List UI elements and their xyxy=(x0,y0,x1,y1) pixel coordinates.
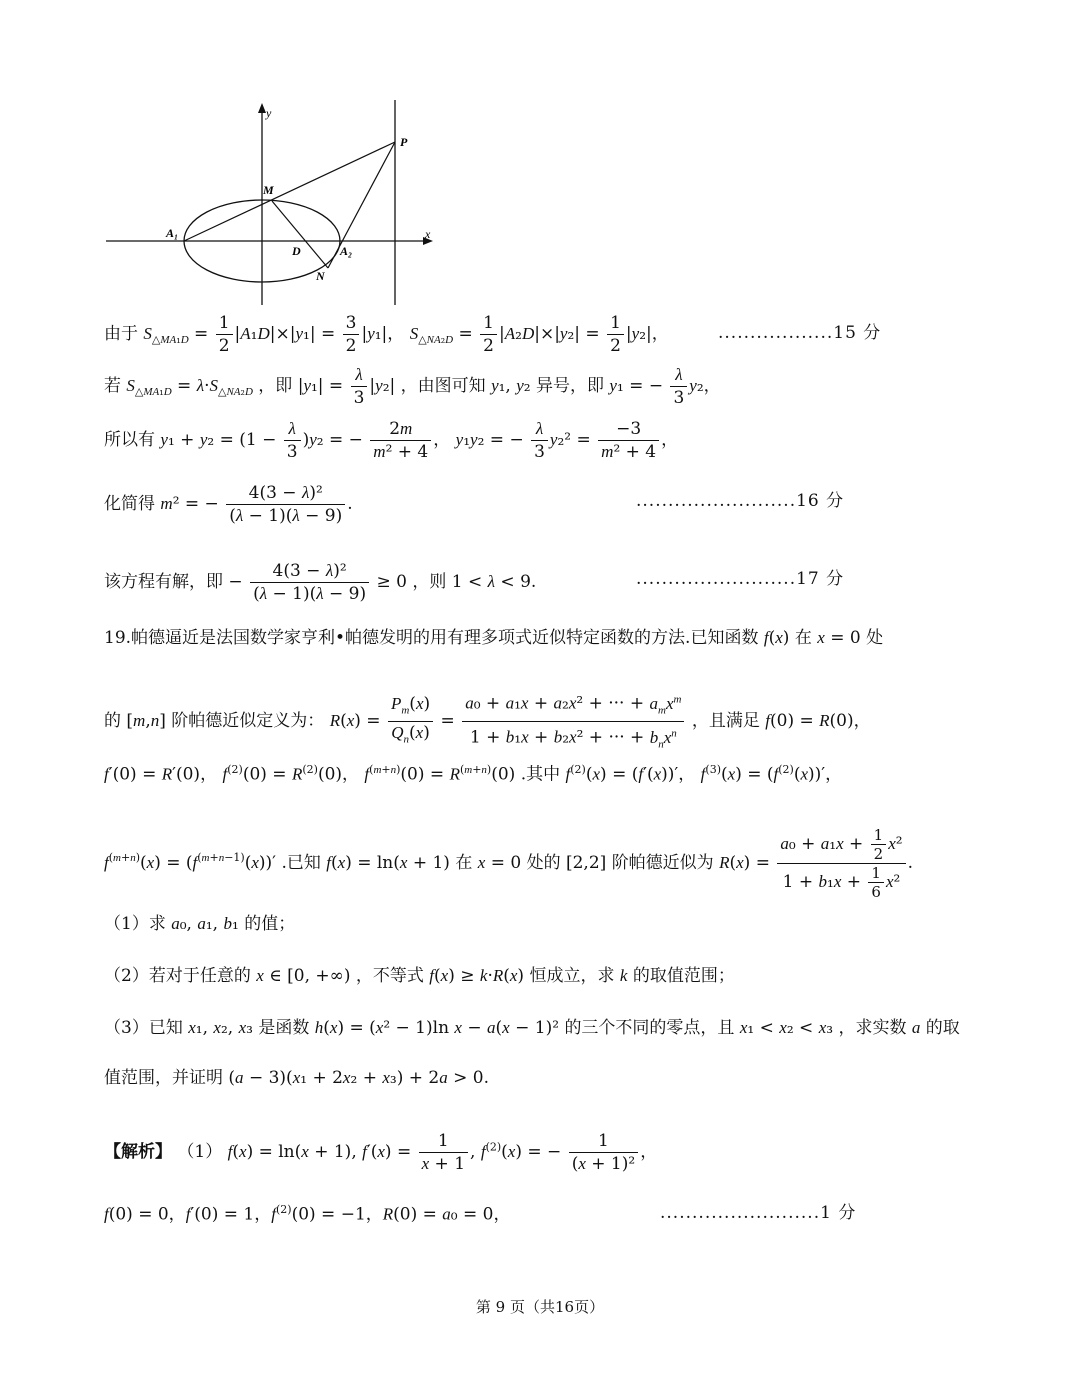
score-17: .........................17 分 xyxy=(636,569,845,589)
equation-line-area: 由于 $S_{\triangle MA_1D}$ = $\frac{1}{2}$ |A₁D|×|y₁| = $\frac{3}{2}$ |y₁|， $S_{\triangle NA_2D}$ = $\frac{1}{2}$ |A₂D|×|y₂| = $\frac{1}{2}$ |y₂|， xyxy=(104,313,669,356)
score-1: .........................1 分 xyxy=(660,1203,857,1223)
equation-line-sum: 所以有 y₁ + y₂ = (1 − $\frac{\lambda}{3}$ )y₂ = − $\frac{2m}{\text{m² + 4}}$ ， y₁y₂ = − $\frac{\lambda}{3}$ y₂² = $\frac{-3}{\text{m² + 4}}$ ， xyxy=(104,419,679,462)
label-A2: A₂ xyxy=(340,244,353,258)
equation-line-lambda: 若 $S_{\triangle MA_1D} = \lambda\cdot S_{\triangle NA_2D}$ ，即 |y₁| = $\frac{\lambda}{3}$ |y₂| ，由图可知 y₁, y₂ 异号，即 y₁ = − $\frac{\lambda}{3}$ y₂， xyxy=(104,365,721,408)
analysis-line-1: 【解析】 （1） f(x) = ln(x + 1), f′(x) = $\frac{1}{x + 1}$ , $f^{(2)}(x)$ = − $\frac{1}{\text{(x + 1)²}}$ ， xyxy=(104,1131,658,1174)
page-footer: 第 9 页（共16页） xyxy=(475,1298,605,1316)
label-y: y xyxy=(266,106,272,120)
q19-line-3: f′(0) = R′(0)， $f^{(2)}(0) = R^{(2)}(0)$， $f^{(m+n)}(0) = R^{(m+n)}(0)$ .其中 $f^{(2)}(x) = (f'(x))'$， $f^{(3)}(x) = (f^{(2)}(x))'$， xyxy=(104,763,843,785)
q19-line-4: $f^{(m+n)}(x) = (f^{(m+n-1)}(x))'$ .已知 f(x) = ln(x + 1) 在 x = 0 处的 [2,2] 阶帕德近似为 R(x) = a₀ + a₁x + $\frac{1}{2}$ x² 1 + b₁x + $\frac{1}{6}$ x² . xyxy=(104,826,913,901)
label-N: N xyxy=(316,269,325,283)
q19-line-1: 19.帕德逼近是法国数学家亨利•帕德发明的用有理多项式近似特定函数的方法.已知函数 f(x) 在 x = 0 处 xyxy=(104,628,884,648)
sub-question-1: （1）求 a₀, a₁, b₁ 的值； xyxy=(104,914,296,934)
equation-line-simplify: 化简得 m² = − $\frac{\text{4(3 − λ)²}}{(\lambda - 1)(\lambda - 9)}$ . xyxy=(104,483,353,526)
label-x: x xyxy=(425,227,431,241)
sub-question-3-cont: 值范围，并证明 (a − 3)(x₁ + 2x₂ + x₃) + 2a > 0. xyxy=(104,1068,489,1088)
sub-question-3: （3）已知 x₁, x₂, x₃ 是函数 h(x) = (x² − 1)ln x − a(x − 1)² 的三个不同的零点，且 x₁ < x₂ < x₃ ，求实数 a 的取 xyxy=(104,1018,960,1038)
equation-line-solution: 该方程有解，即 − $\frac{\text{4(3 − λ)²}}{(\lambda - 1)(\lambda - 9)}$ ≥ 0 ，则 1 < λ < 9. xyxy=(104,561,537,604)
ellipse-figure xyxy=(100,95,450,310)
score-16: .........................16 分 xyxy=(636,491,845,511)
label-P: P xyxy=(400,135,408,149)
label-M: M xyxy=(263,183,274,197)
sub-question-2: （2）若对于任意的 x ∈ [0, +∞) ，不等式 f(x) ≥ k·R(x) 恒成立，求 k 的取值范围； xyxy=(104,966,735,986)
q19-line-2: 的 [m,n] 阶帕德近似定义为： R(x) = $\frac{P_m(x)}{Q_n(x)}$ = $\frac{a_0 + a_1x + a_2x^2 + \cdot\cdot\cdot + a_mx^m}{1 + b_1x + b_2x^2 + \cdot\cdot\cdot + b_nx^n}$ ，且满足 f(0) = R(0)， xyxy=(104,688,871,755)
label-A1: A₁ xyxy=(166,226,179,240)
label-D: D xyxy=(292,244,301,258)
analysis-line-2: f(0) = 0，f′(0) = 1，$f^{(2)}(0) = -1$，R(0) = a₀ = 0， xyxy=(104,1203,511,1225)
score-15: ..................15 分 xyxy=(718,323,882,343)
